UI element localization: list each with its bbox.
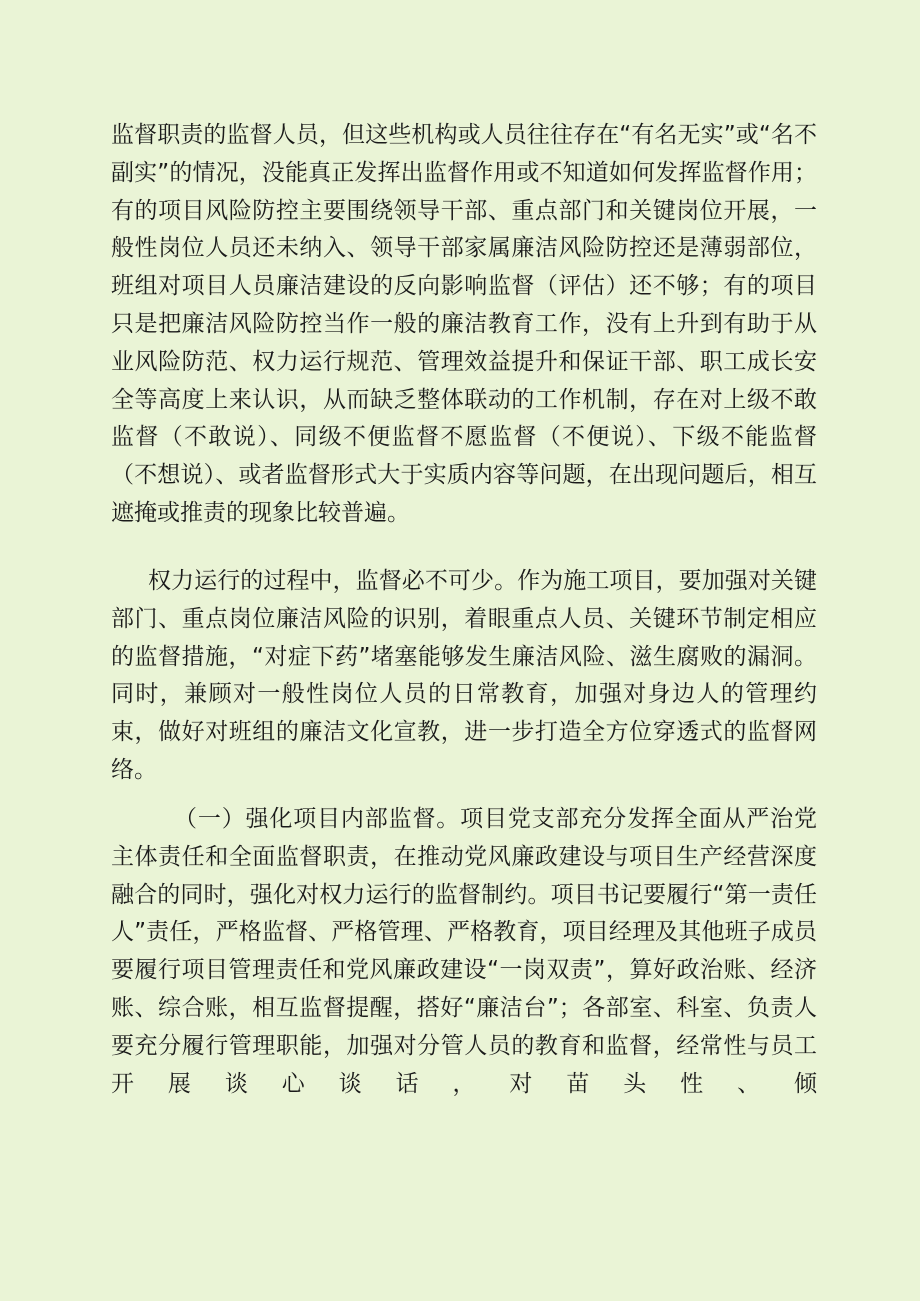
paragraph-1-text: 监督职责的监督人员，但这些机构或人员往往存在“有名无实”或“名不副实”的情况，没能真正发挥出监督作用或不知道如何发挥监督作用；有的项目风险防控主要围绕领导干部、重点部门和关键岗位开展，一般性岗位人员还未纳入、领导干部家属廉洁风险防控还是薄弱部位，班组对项目人员廉洁建设的反向影响监督（评估）还不够；有的项目只是把廉洁风险防控当作一般的廉洁教育工作，没有上升到有助于从业风险防范、权力运行规范、管理效益提升和保证干部、职工成长安全等高度上来认识，从而缺乏整体联动的工作机制，存在对上级不敢监督（不敢说）、同级不便监督不愿监督（不便说）、下级不能监督（不想说）、或者监督形式大于实质内容等问题，在出现问题后，相互遮掩或推责的现象比较普遍。 (111, 122, 817, 526)
paragraph-3-text: （一）强化项目内部监督。项目党支部充分发挥全面从严治党主体责任和全面监督职责，在推动党风廉政建设与项目生产经营深度融合的同时，强化对权力运行的监督制约。项目书记要履行“第一责任人”责任，严格监督、严格管理、严格教育，项目经理及其他班子成员要履行项目管理责任和党风廉政建设“一岗双责”，算好政治账、经济账、综合账，相互监督提醒，搭好“廉洁台”；各部室、科室、负责人要充分履行管理职能，加强对分管人员的教育和监督，经常性与员工开展谈心谈话，对苗头性、倾 (111, 806, 817, 1097)
paragraph-2 (111, 563, 817, 790)
paragraph-3 (111, 801, 817, 1103)
paragraph-1 (111, 117, 817, 533)
paragraph-2-text: 权力运行的过程中，监督必不可少。作为施工项目，要加强对关键部门、重点岗位廉洁风险的识别，着眼重点人员、关键环节制定相应的监督措施，“对症下药”堵塞能够发生廉洁风险、滋生腐败的漏洞。同时，兼顾对一般性岗位人员的日常教育，加强对身边人的管理约束，做好对班组的廉洁文化宣教，进一步打造全方位穿透式的监督网络。 (111, 568, 817, 783)
